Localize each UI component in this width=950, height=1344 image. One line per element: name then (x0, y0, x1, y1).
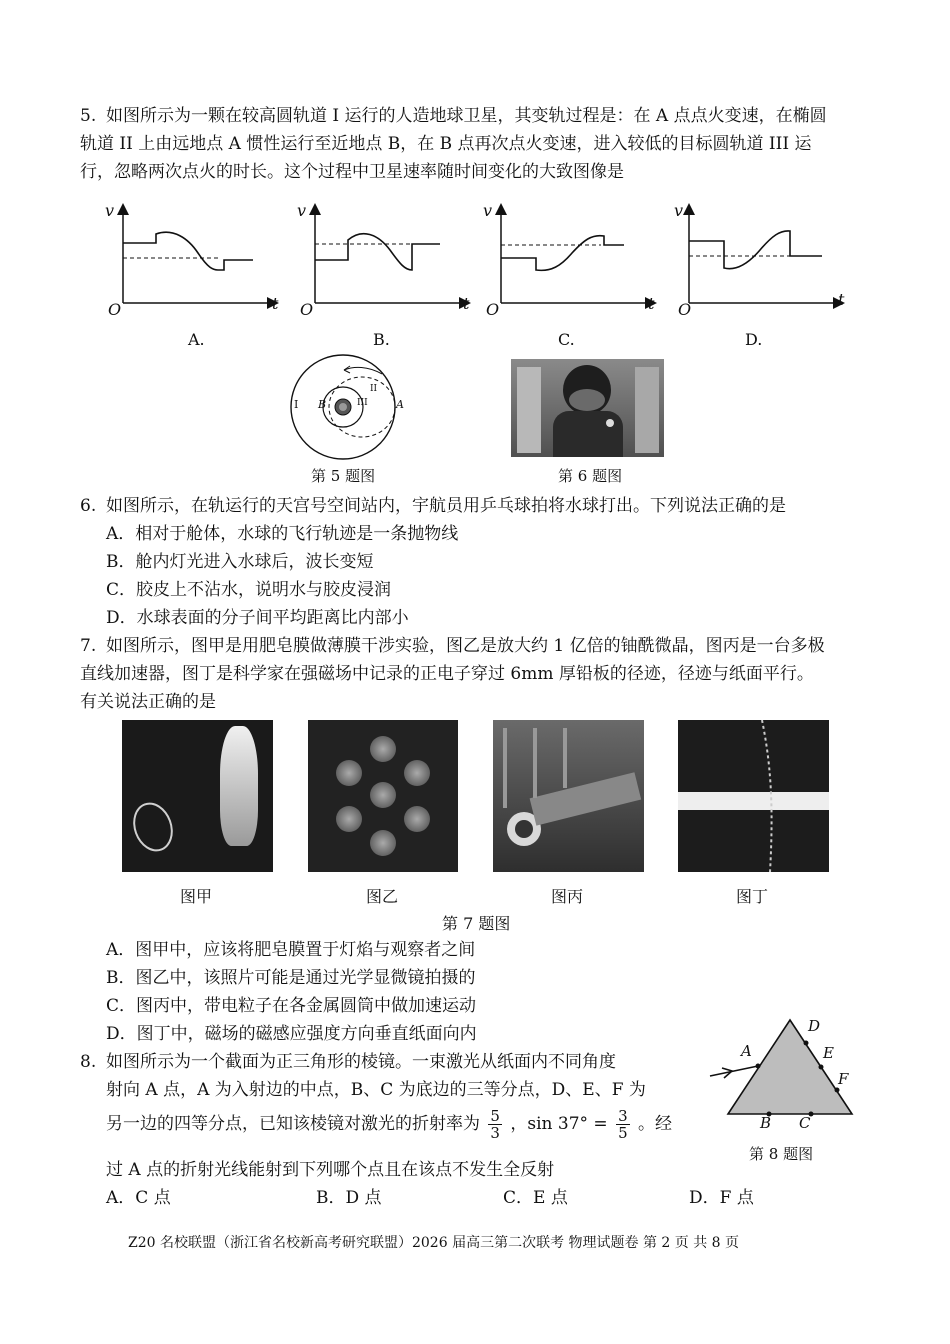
q7-caption-bing: 图丙 (551, 887, 584, 906)
q5-graph-a (98, 198, 288, 323)
q7-photo-ding (678, 720, 829, 872)
q8-label-c: C (799, 1114, 811, 1132)
q5-graph-a-o: O (108, 300, 122, 319)
q5-orbit-label-i: I (294, 398, 299, 411)
q5-stem-line3: 行，忽略两次点火的时长。这个过程中卫星速率随时间变化的大致图像是 (80, 162, 624, 182)
q7-photo-bing (493, 720, 644, 872)
q6-option-a: A．相对于舱体，水球的飞行轨迹是一条抛物线 (106, 524, 459, 544)
q7-photo-jia (122, 720, 273, 872)
q6-space-station-photo (511, 359, 664, 457)
q7-caption-yi: 图乙 (366, 887, 399, 906)
q7-caption-ding: 图丁 (736, 887, 769, 906)
q7-photo-yi (308, 720, 458, 872)
q5-option-c: C. (558, 330, 575, 349)
q5-number: 5. (80, 106, 97, 126)
q8-label-e: E (823, 1044, 834, 1062)
q8-option-c: C．E 点 (503, 1188, 568, 1208)
q5-graph-a-t: t (272, 294, 279, 313)
q5-graph-c (476, 198, 666, 323)
q7-number: 7. (80, 636, 97, 656)
q5-orbit-label-a: A (396, 398, 404, 411)
q8-stem-line1: 如图所示为一个截面为正三角形的棱镜。一束激光从纸面内不同角度 (106, 1052, 616, 1072)
q5-graph-d-v: v (674, 201, 684, 220)
q6-figure-caption: 第 6 题图 (558, 467, 623, 485)
q8-stem-line4: 过 A 点的折射光线能射到下列哪个点且在该点不发生全反射 (106, 1160, 555, 1180)
q5-graph-c-v: v (483, 201, 493, 220)
q7-figure-caption: 第 7 题图 (442, 914, 511, 933)
q8-stem-line2: 射向 A 点，A 为入射边的中点，B、C 为底边的三等分点，D、E、F 为 (106, 1080, 646, 1100)
q8-frac2-den: 5 (618, 1124, 628, 1142)
q8-number: 8. (80, 1052, 97, 1072)
q8-option-d: D．F 点 (689, 1188, 754, 1208)
q5-orbit-label-b: B (318, 398, 327, 411)
q7-stem-line3: 有关说法正确的是 (80, 692, 216, 712)
q5-orbit-label-ii: II (370, 384, 378, 394)
q5-stem-line1: 如图所示为一颗在较高圆轨道 I 运行的人造地球卫星，其变轨过程是：在 A 点点火变速，在椭圆 (106, 106, 827, 126)
q8-figure-caption: 第 8 题图 (749, 1145, 814, 1163)
q5-graph-a-v: v (105, 201, 115, 220)
q8-option-b: B．D 点 (316, 1188, 382, 1208)
q8-option-a: A．C 点 (106, 1188, 171, 1208)
q8-frac2-num: 3 (618, 1107, 628, 1125)
q7-option-d: D．图丁中，磁场的磁感应强度方向垂直纸面向内 (106, 1024, 477, 1044)
q8-stem-line3 (106, 1108, 672, 1141)
q8-stem-line3-c: 。经 (638, 1114, 673, 1134)
q6-option-b: B．舱内灯光进入水球后，波长变短 (106, 552, 374, 572)
q6-number: 6. (80, 496, 97, 516)
q8-frac1-num: 5 (490, 1107, 500, 1125)
q8-fraction-refractive-index (488, 1108, 502, 1141)
q5-graph-c-o: O (486, 300, 500, 319)
q5-option-b: B. (373, 330, 390, 349)
q7-caption-jia: 图甲 (180, 887, 213, 906)
q5-graph-d (664, 198, 854, 323)
q6-option-d: D．水球表面的分子间平均距离比内部小 (106, 608, 409, 628)
q5-figure-caption: 第 5 题图 (311, 467, 376, 485)
q7-option-c: C．图丙中，带电粒子在各金属圆筒中做加速运动 (106, 996, 477, 1016)
q5-graph-b-v: v (297, 201, 307, 220)
q5-orbit-label-iii: III (357, 398, 368, 408)
q5-graph-b-o: O (300, 300, 314, 319)
q6-option-c: C．胶皮上不沾水，说明水与胶皮浸润 (106, 580, 392, 600)
q5-graph-c-t: t (648, 294, 655, 313)
q8-fraction-sin37 (616, 1108, 630, 1141)
q8-label-f: F (838, 1070, 849, 1088)
page-footer: Z20 名校联盟（浙江省名校新高考研究联盟）2026 届高三第二次联考 物理试题卷 第 2 页 共 8 页 (128, 1235, 740, 1251)
q5-option-d: D. (745, 330, 763, 349)
q7-stem-line1: 如图所示，图甲是用肥皂膜做薄膜干涉实验，图乙是放大约 1 亿倍的铀酰微晶，图丙是一台多极 (106, 636, 825, 656)
q5-stem-line2: 轨道 II 上由远地点 A 惯性运行至近地点 B，在 B 点再次点火变速，进入较低的目标圆轨道 III 运 (80, 134, 812, 154)
q7-option-b: B．图乙中，该照片可能是通过光学显微镜拍摄的 (106, 968, 476, 988)
q8-stem-line3-b: ，sin 37° = (510, 1114, 608, 1134)
q7-option-a: A．图甲中，应该将肥皂膜置于灯焰与观察者之间 (106, 940, 476, 960)
q5-graph-d-t: t (838, 290, 845, 309)
q8-frac1-den: 3 (490, 1124, 500, 1142)
q8-label-d: D (808, 1017, 821, 1035)
q7-stem-line2: 直线加速器，图丁是科学家在强磁场中记录的正电子穿过 6mm 厚铅板的径迹，径迹与纸面平行。 (80, 664, 814, 684)
q6-stem: 如图所示，在轨运行的天宫号空间站内，宇航员用乒乓球拍将水球打出。下列说法正确的是 (106, 496, 786, 516)
q8-label-a: A (741, 1042, 752, 1060)
q8-stem-line3-a: 另一边的四等分点，已知该棱镜对激光的折射率为 (106, 1114, 480, 1134)
q8-label-b: B (760, 1114, 772, 1132)
q5-graph-d-o: O (678, 300, 692, 319)
q5-option-a: A. (188, 330, 205, 349)
q5-graph-b (290, 198, 480, 323)
q5-graph-b-t: t (463, 294, 470, 313)
